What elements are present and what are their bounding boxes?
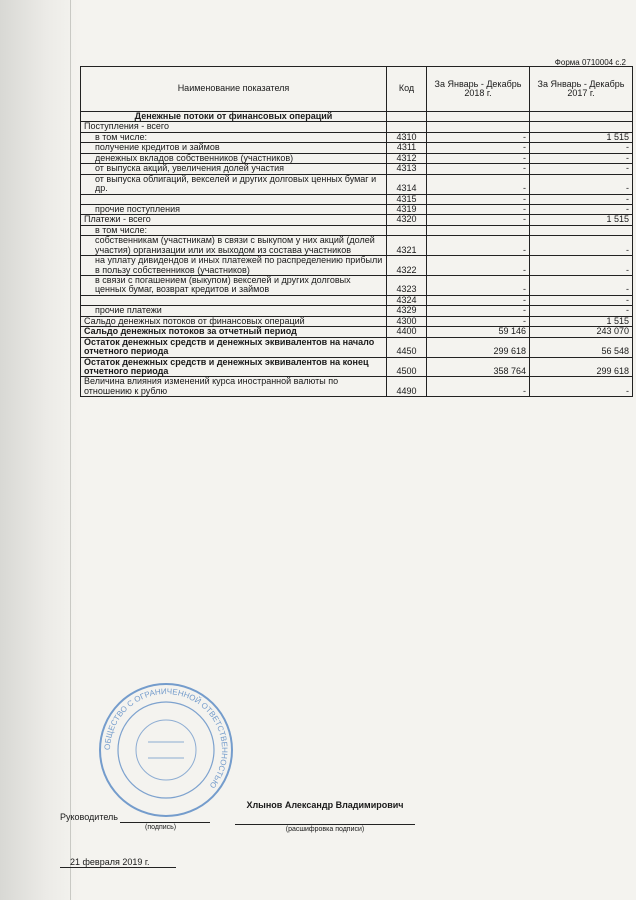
empty-cell	[427, 112, 530, 122]
row-value-2017: -	[530, 295, 633, 305]
row-label: Поступления - всего	[81, 122, 387, 132]
row-value-2017: 299 618	[530, 357, 633, 377]
row-value-2017: 56 548	[530, 337, 633, 357]
page-fold-shadow	[0, 0, 78, 900]
row-value-2017	[530, 122, 633, 132]
table-row	[81, 306, 633, 316]
row-label: Сальдо денежных потоков от финансовых операций	[81, 316, 387, 326]
section-title: Денежные потоки от финансовых операций	[81, 112, 387, 122]
row-code	[387, 225, 427, 235]
row-code: 4450	[387, 337, 427, 357]
row-value-2017: 1 515	[530, 132, 633, 142]
row-value-2018: -	[427, 377, 530, 397]
row-value-2017: 1 515	[530, 316, 633, 326]
section-header-row	[81, 112, 633, 122]
row-code	[387, 122, 427, 132]
header-period-2017: За Январь - Декабрь 2017 г.	[530, 67, 633, 112]
row-code: 4320	[387, 215, 427, 225]
row-value-2018: 358 764	[427, 357, 530, 377]
name-line	[235, 824, 415, 825]
table-row	[81, 236, 633, 256]
empty-cell	[387, 112, 427, 122]
row-value-2018: -	[427, 295, 530, 305]
company-seal-stamp	[96, 680, 236, 820]
sign-date: 21 февраля 2019 г.	[70, 857, 150, 867]
svg-text:ОБЩЕСТВО С ОГРАНИЧЕННОЙ ОТВЕТС: ОБЩЕСТВО С ОГРАНИЧЕННОЙ ОТВЕТСТВЕННОСТЬЮ	[102, 686, 230, 790]
table-row	[81, 256, 633, 276]
row-value-2017: -	[530, 143, 633, 153]
table-row	[81, 357, 633, 377]
table-row	[81, 143, 633, 153]
table-row	[81, 215, 633, 225]
row-code: 4313	[387, 164, 427, 174]
row-label	[81, 194, 387, 204]
row-value-2018: 59 146	[427, 327, 530, 337]
row-value-2017: -	[530, 256, 633, 276]
row-code: 4314	[387, 174, 427, 194]
row-code: 4321	[387, 236, 427, 256]
row-label: получение кредитов и займов	[81, 143, 387, 153]
row-code: 4312	[387, 153, 427, 163]
table-row	[81, 204, 633, 214]
row-value-2017: -	[530, 306, 633, 316]
row-value-2018: -	[427, 174, 530, 194]
row-code: 4323	[387, 276, 427, 296]
table-row	[81, 327, 633, 337]
row-value-2017: -	[530, 276, 633, 296]
row-value-2017: -	[530, 174, 633, 194]
row-value-2017: -	[530, 153, 633, 163]
row-value-2017: -	[530, 194, 633, 204]
row-value-2018: -	[427, 256, 530, 276]
row-code: 4319	[387, 204, 427, 214]
row-label: в том числе:	[81, 225, 387, 235]
row-label: от выпуска акций, увеличения долей участия	[81, 164, 387, 174]
row-value-2018	[427, 122, 530, 132]
signer-role: Руководитель	[60, 812, 118, 822]
row-value-2018: -	[427, 236, 530, 256]
table-row	[81, 174, 633, 194]
row-value-2017: 243 070	[530, 327, 633, 337]
header-period-2018: За Январь - Декабрь 2018 г.	[427, 67, 530, 112]
row-value-2018: -	[427, 143, 530, 153]
row-value-2018: 299 618	[427, 337, 530, 357]
row-value-2018: -	[427, 194, 530, 204]
table-row	[81, 164, 633, 174]
empty-cell	[530, 112, 633, 122]
row-label: на уплату дивидендов и иных платежей по распределению прибыли в пользу собственников (участников)	[81, 256, 387, 276]
row-value-2017: 1 515	[530, 215, 633, 225]
row-code: 4400	[387, 327, 427, 337]
row-label: прочие поступления	[81, 204, 387, 214]
row-value-2018: -	[427, 153, 530, 163]
form-code: Форма 0710004 с.2	[554, 58, 626, 67]
row-code: 4311	[387, 143, 427, 153]
row-label: Платежи - всего	[81, 215, 387, 225]
page-fold-line	[70, 0, 71, 900]
row-code: 4500	[387, 357, 427, 377]
header-name: Наименование показателя	[81, 67, 387, 112]
table-row	[81, 153, 633, 163]
table-row	[81, 132, 633, 142]
row-label: от выпуска облигаций, векселей и других долговых ценных бумаг и др.	[81, 174, 387, 194]
row-label: собственникам (участникам) в связи с выкупом у них акций (долей участия) организации или их выходом из состава участников	[81, 236, 387, 256]
row-value-2017	[530, 225, 633, 235]
row-label: Остаток денежных средств и денежных эквивалентов на начало отчетного периода	[81, 337, 387, 357]
cash-flow-table	[80, 66, 633, 397]
row-code: 4324	[387, 295, 427, 305]
row-value-2018: -	[427, 204, 530, 214]
row-label	[81, 295, 387, 305]
row-code: 4310	[387, 132, 427, 142]
row-code: 4315	[387, 194, 427, 204]
table-row	[81, 377, 633, 397]
header-code: Код	[387, 67, 427, 112]
signature-line	[120, 822, 210, 823]
row-label: в том числе:	[81, 132, 387, 142]
table-row	[81, 194, 633, 204]
date-line	[60, 867, 176, 868]
row-label: в связи с погашением (выкупом) векселей и других долговых ценных бумаг, возврат кредитов и займов	[81, 276, 387, 296]
row-value-2017: -	[530, 236, 633, 256]
row-value-2018	[427, 225, 530, 235]
row-code: 4490	[387, 377, 427, 397]
table-row	[81, 225, 633, 235]
row-code: 4300	[387, 316, 427, 326]
row-value-2018: -	[427, 132, 530, 142]
table-row	[81, 316, 633, 326]
row-label: Величина влияния изменений курса иностранной валюты по отношению к рублю	[81, 377, 387, 397]
row-label: Остаток денежных средств и денежных эквивалентов на конец отчетного периода	[81, 357, 387, 377]
signer-name: Хлынов Александр Владимирович	[246, 800, 404, 810]
row-value-2018: -	[427, 164, 530, 174]
name-caption: (расшифровка подписи)	[285, 826, 365, 833]
row-value-2018: -	[427, 306, 530, 316]
table-row	[81, 276, 633, 296]
row-value-2017: -	[530, 164, 633, 174]
signature-caption: (подпись)	[145, 824, 177, 831]
row-code: 4322	[387, 256, 427, 276]
table-row	[81, 122, 633, 132]
row-value-2018: -	[427, 316, 530, 326]
table-row	[81, 337, 633, 357]
row-label: прочие платежи	[81, 306, 387, 316]
row-code: 4329	[387, 306, 427, 316]
row-value-2018: -	[427, 276, 530, 296]
table-header-row	[81, 67, 633, 112]
table-body	[81, 112, 633, 397]
row-value-2017: -	[530, 204, 633, 214]
row-label: Сальдо денежных потоков за отчетный период	[81, 327, 387, 337]
row-label: денежных вкладов собственников (участников)	[81, 153, 387, 163]
row-value-2017: -	[530, 377, 633, 397]
row-value-2018: -	[427, 215, 530, 225]
table-row	[81, 295, 633, 305]
